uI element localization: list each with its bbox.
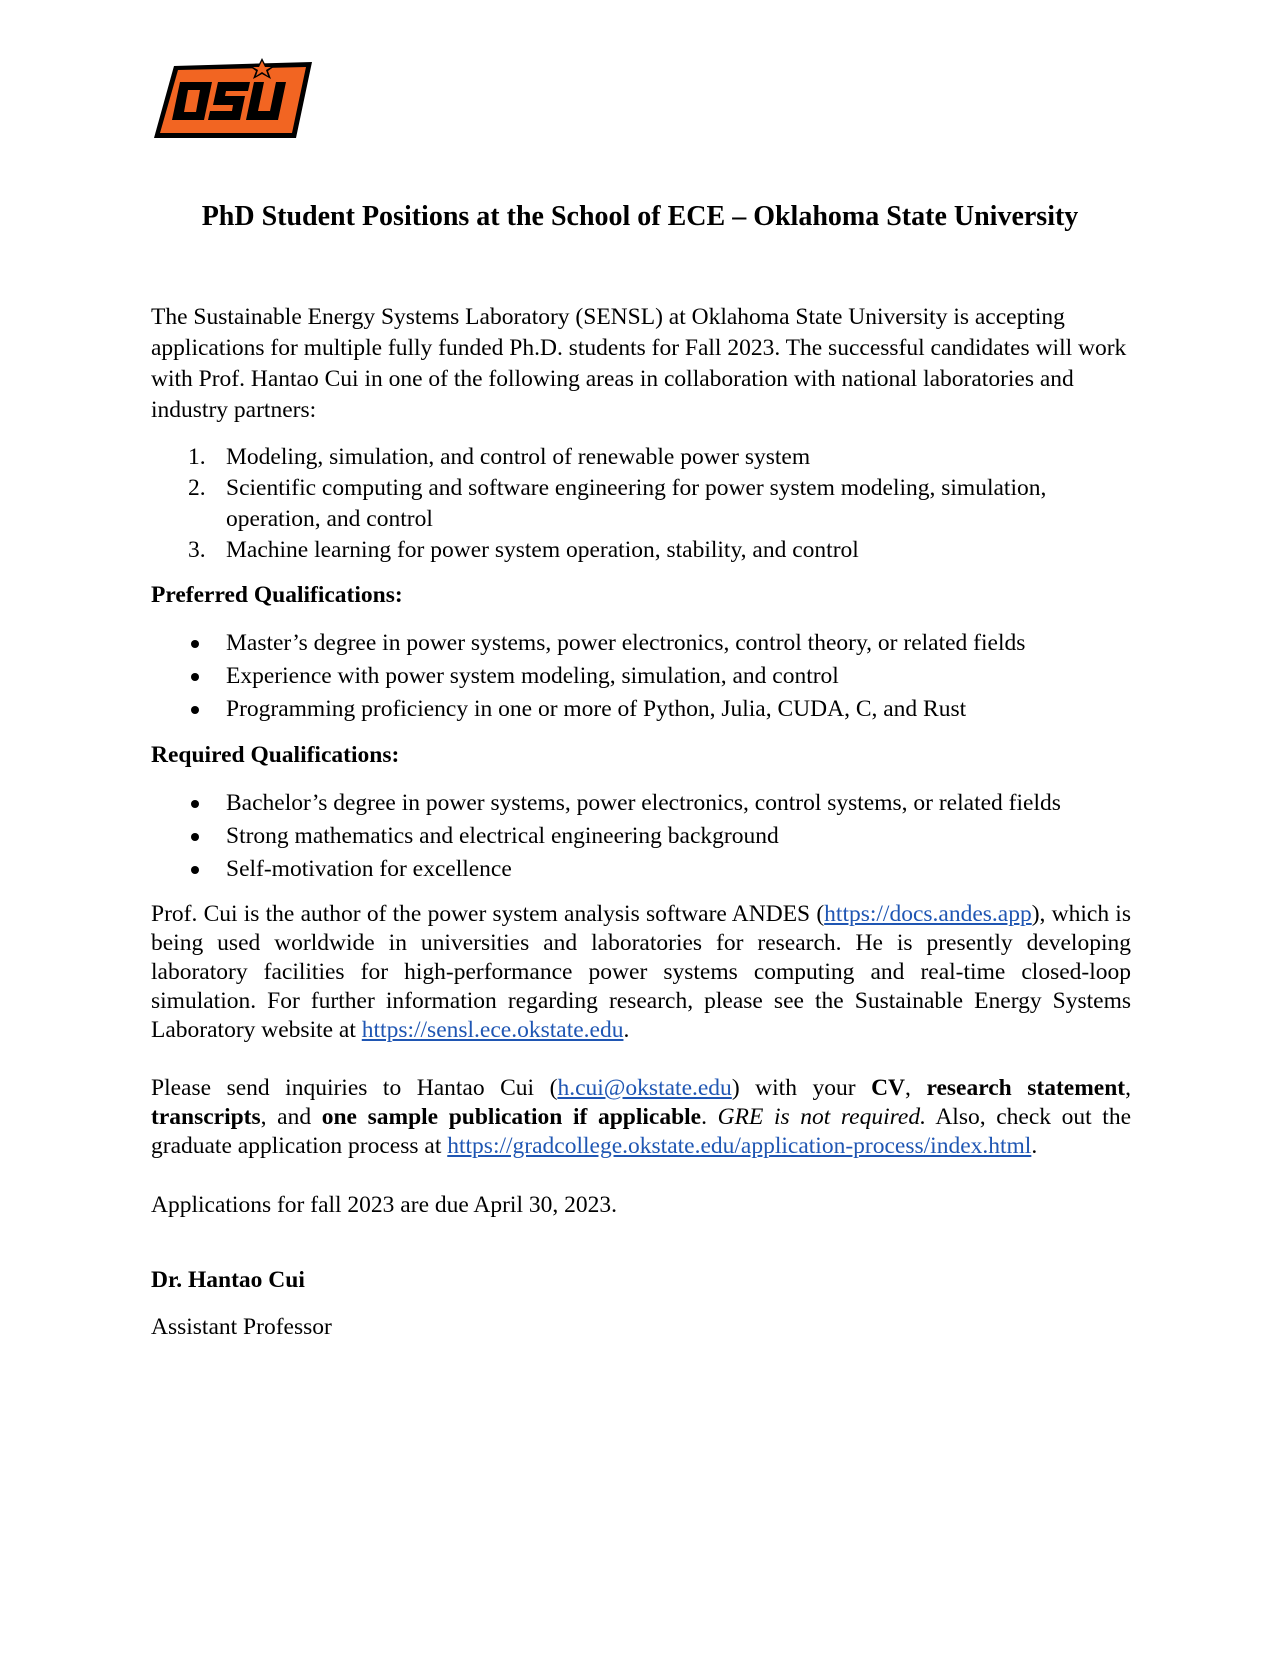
about-text-2: ), which is being used worldwide in universities and laboratories for research. He is presently developing laboratory facilities for high-performance power systems computing and real-time closed-loop simulation. For further information regarding research, please see the Sustainable Energy Systems Laboratory website at [151, 901, 1131, 1043]
inquiry-text: , and [260, 1104, 322, 1130]
about-text-1: Prof. Cui is the author of the power system analysis software ANDES ( [151, 901, 825, 927]
transcripts-emphasis: transcripts [151, 1104, 261, 1130]
list-item-text: Scientific computing and software engineering for power system modeling, simulation, operation, and control [226, 475, 1047, 532]
inquiry-text: , [905, 1075, 927, 1101]
list-number: 3. [188, 537, 206, 563]
spacer [151, 1045, 1131, 1074]
about-text-3: . [623, 1017, 630, 1043]
list-item [151, 693, 1131, 726]
list-item [151, 820, 1131, 853]
inquiry-text: Also, check out the graduate application process at [151, 1104, 1132, 1159]
osu-logo [150, 52, 318, 144]
cv-emphasis: CV [871, 1075, 906, 1101]
publication-emphasis: one sample publication if applicable [321, 1104, 702, 1130]
intro-paragraph: The Sustainable Energy Systems Laboratory (SENSL) at Oklahoma State University is accepting applications for multiple fully funded Ph.D. students for Fall 2023. The successful candidates will work with Prof. Hantao Cui in one of the following areas in collaboration with national laboratories and industry partners: [151, 304, 1127, 423]
signature-name: Dr. Hantao Cui [151, 1267, 305, 1293]
list-item-text: Strong mathematics and electrical engineering background [226, 823, 779, 849]
list-item [151, 535, 1131, 566]
inquiry-text: . [1031, 1133, 1038, 1159]
preferred-qualifications-heading: Preferred Qualifications: [151, 582, 403, 608]
list-item-text: Self-motivation for excellence [226, 856, 512, 882]
list-item-text: Machine learning for power system operation, stability, and control [226, 537, 859, 563]
list-item [151, 787, 1131, 820]
gre-note: GRE is not required. [717, 1104, 926, 1130]
bullet-icon [191, 640, 199, 648]
bullet-icon [191, 706, 199, 714]
list-item [151, 473, 1131, 535]
inquiry-paragraph [151, 1074, 1131, 1161]
andes-docs-link[interactable]: https://docs.andes.app [824, 901, 1032, 927]
list-number: 1. [188, 444, 206, 470]
signature-position: Assistant Professor [151, 1314, 332, 1340]
bullet-icon [191, 673, 199, 681]
list-item-text: Bachelor’s degree in power systems, power electronics, control systems, or related fields [226, 790, 1061, 816]
application-process-link[interactable]: https://gradcollege.okstate.edu/application-process/index.html [447, 1133, 1032, 1159]
bullet-icon [191, 833, 199, 841]
list-item [151, 853, 1131, 886]
email-link[interactable]: h.cui@okstate.edu [557, 1075, 732, 1101]
list-item-text: Experience with power system modeling, simulation, and control [226, 663, 839, 689]
list-number: 2. [188, 475, 206, 501]
inquiry-text: , [1125, 1075, 1131, 1101]
bullet-icon [191, 800, 199, 808]
deadline-text: Applications for fall 2023 are due April 30, 2023. [151, 1192, 617, 1218]
about-paragraph [151, 900, 1131, 1045]
list-item [151, 627, 1131, 660]
spacer [151, 1161, 1131, 1190]
document-body [151, 302, 1131, 1343]
inquiry-text: . [701, 1104, 718, 1130]
list-item-text: Modeling, simulation, and control of renewable power system [226, 444, 811, 470]
page-title: PhD Student Positions at the School of ECE – Oklahoma State University [201, 201, 1079, 232]
inquiry-text: Please send inquiries to Hantao Cui ( [151, 1075, 558, 1101]
list-item [151, 442, 1131, 473]
sensl-website-link[interactable]: https://sensl.ece.okstate.edu [361, 1017, 624, 1043]
list-item-text: Master’s degree in power systems, power electronics, control theory, or related fields [226, 630, 1026, 656]
list-item [151, 660, 1131, 693]
preferred-qualifications-list [151, 627, 1131, 726]
osu-logo-icon [150, 52, 318, 144]
bullet-icon [191, 866, 199, 874]
required-qualifications-list [151, 787, 1131, 886]
spacer [151, 1221, 1131, 1265]
list-item-text: Programming proficiency in one or more of Python, Julia, CUDA, C, and Rust [226, 696, 967, 722]
inquiry-text: ) with your [731, 1075, 872, 1101]
research-areas-list [151, 442, 1131, 566]
required-qualifications-heading: Required Qualifications: [151, 742, 400, 768]
research-statement-emphasis: research statement [926, 1075, 1126, 1101]
